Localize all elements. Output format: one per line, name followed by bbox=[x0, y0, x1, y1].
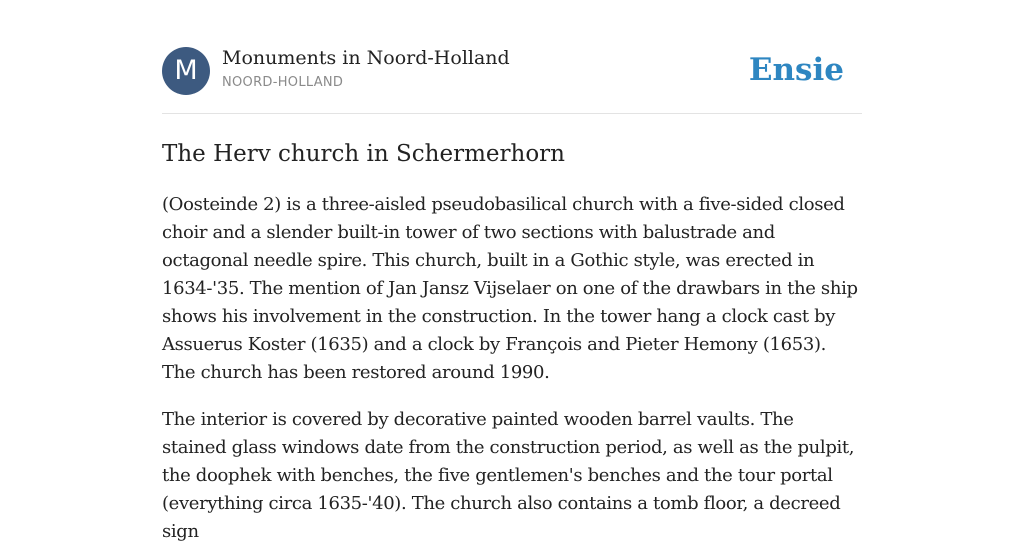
page-title: The Herv church in Schermerhorn bbox=[162, 141, 565, 167]
source-subtitle: NOORD-HOLLAND bbox=[222, 75, 344, 90]
article-page bbox=[162, 0, 862, 546]
avatar[interactable]: M bbox=[162, 47, 210, 95]
article-paragraph-2: The interior is covered by decorative painted wooden barrel vaults. The stained glass windows date from the construction period, as well as the pulpit, the doophek with benches, the five gentlemen's benches and the tour portal (everything circa 1635-'40). The church also contains a tomb floor, a decreed sign bbox=[162, 409, 855, 542]
article-paragraph-1: (Oosteinde 2) is a three-aisled pseudobasilical church with a five-sided closed choir and a slender built-in tower of two sections with balustrade and octagonal needle spire. This church, built in a Gothic style, was erected in 1634-'35. The mention of Jan Jansz Vijselaer on one of the drawbars in the ship shows his involvement in the construction. In the tower hang a clock cast by Assuerus Koster (1635) and a clock by François and Pieter Hemony (1653). The church has been restored around 1990. bbox=[162, 194, 858, 383]
brand-logo[interactable]: Ensie bbox=[748, 52, 844, 88]
source-header bbox=[162, 0, 862, 114]
source-title-link[interactable]: Monuments in Noord-Holland bbox=[222, 47, 510, 69]
